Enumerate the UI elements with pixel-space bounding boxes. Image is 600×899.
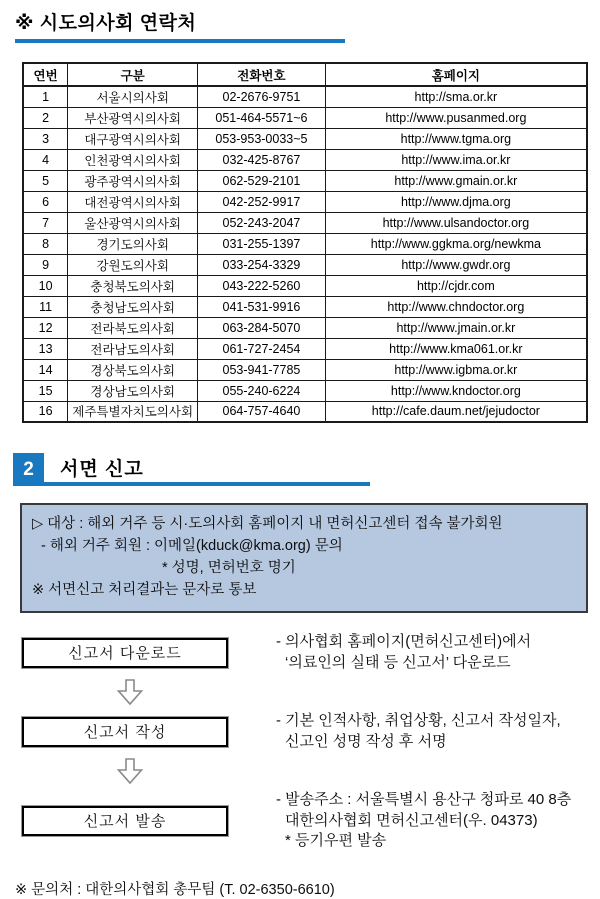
flow-step-description [276, 790, 586, 852]
cell-phone-number: 02-2676-9751 [198, 86, 326, 107]
header-cell-phone: 전화번호 [198, 63, 326, 86]
cell-website-url: http://cafe.daum.net/jejudoctor [325, 401, 587, 422]
flow-step-row [22, 711, 600, 752]
section-1-title-underline [15, 39, 345, 43]
contact-table [22, 62, 588, 423]
info-box-line: - 해외 거주 회원 : 이메일(kduck@kma.org) 문의 [41, 538, 343, 554]
cell-phone-number: 051-464-5571~6 [198, 107, 326, 128]
cell-row-number: 7 [23, 212, 68, 233]
flow-step-row [22, 790, 600, 852]
table-row [23, 149, 587, 170]
cell-row-number: 14 [23, 359, 68, 380]
flow-step-description-line: - 발송주소 : 서울특별시 용산구 청파로 40 8층 [276, 791, 572, 808]
cell-phone-number: 032-425-8767 [198, 149, 326, 170]
cell-org-name: 대구광역시의사회 [68, 128, 198, 149]
section-1-title: ※ 시도의사회 연락처 [15, 13, 197, 34]
footer-contact-note: ※ 문의처 : 대한의사협회 총무팀 (T. 02-6350-6610) [15, 881, 335, 898]
cell-website-url: http://www.tgma.org [325, 128, 587, 149]
table-row [23, 296, 587, 317]
cell-phone-number: 052-243-2047 [198, 212, 326, 233]
flow-step-description [276, 632, 586, 673]
flow-step-description-line: 대한의사협회 면허신고센터(우. 04373) [285, 811, 538, 829]
table-row [23, 338, 587, 359]
flow-step-box: 신고서 작성 [22, 717, 228, 747]
cell-row-number: 6 [23, 191, 68, 212]
info-box-line: ※ 서면신고 처리결과는 문자로 통보 [32, 582, 257, 598]
table-row [23, 254, 587, 275]
table-row [23, 401, 587, 422]
cell-phone-number: 061-727-2454 [198, 338, 326, 359]
cell-phone-number: 053-941-7785 [198, 359, 326, 380]
cell-row-number: 12 [23, 317, 68, 338]
table-row [23, 107, 587, 128]
cell-org-name: 서울시의사회 [68, 86, 198, 107]
table-row [23, 191, 587, 212]
cell-org-name: 경상남도의사회 [68, 380, 198, 401]
cell-phone-number: 053-953-0033~5 [198, 128, 326, 149]
flow-step-box: 신고서 발송 [22, 806, 228, 836]
cell-phone-number: 062-529-2101 [198, 170, 326, 191]
table-row [23, 380, 587, 401]
table-row [23, 170, 587, 191]
table-row [23, 317, 587, 338]
table-row [23, 86, 587, 107]
header-cell-website: 홈페이지 [325, 63, 587, 86]
flow-step-row [22, 632, 600, 673]
cell-row-number: 5 [23, 170, 68, 191]
flow-step-description-line: ‘의료인의 실태 등 신고서’ 다운로드 [285, 653, 511, 671]
flow-section [22, 632, 600, 852]
cell-website-url: http://cjdr.com [325, 275, 587, 296]
cell-phone-number: 033-254-3329 [198, 254, 326, 275]
info-box-line: ▷ 대상 : 해외 거주 등 시·도의사회 홈페이지 내 면허신고센터 접속 불가회원 [32, 516, 503, 532]
cell-org-name: 부산광역시의사회 [68, 107, 198, 128]
cell-phone-number: 043-222-5260 [198, 275, 326, 296]
table-row [23, 128, 587, 149]
flow-step-description-line: 신고인 성명 작성 후 서명 [285, 732, 447, 750]
cell-website-url: http://www.gmain.or.kr [325, 170, 587, 191]
cell-phone-number: 031-255-1397 [198, 233, 326, 254]
cell-row-number: 4 [23, 149, 68, 170]
cell-org-name: 광주광역시의사회 [68, 170, 198, 191]
cell-phone-number: 055-240-6224 [198, 380, 326, 401]
cell-org-name: 경기도의사회 [68, 233, 198, 254]
section-2-header [13, 453, 383, 486]
table-row [23, 233, 587, 254]
flow-step-description-line: - 기본 인적사항, 취업상황, 신고서 작성일자, [276, 712, 561, 729]
cell-phone-number: 041-531-9916 [198, 296, 326, 317]
cell-website-url: http://sma.or.kr [325, 86, 587, 107]
cell-website-url: http://www.pusanmed.org [325, 107, 587, 128]
cell-row-number: 8 [23, 233, 68, 254]
header-cell-number: 연번 [23, 63, 68, 86]
cell-org-name: 인천광역시의사회 [68, 149, 198, 170]
contact-table-header [23, 63, 587, 86]
down-arrow-icon [115, 758, 145, 784]
table-row [23, 359, 587, 380]
table-row [23, 275, 587, 296]
cell-row-number: 16 [23, 401, 68, 422]
flow-step-description-line: * 등기우편 발송 [285, 832, 387, 849]
flow-step-box: 신고서 다운로드 [22, 638, 228, 668]
cell-row-number: 3 [23, 128, 68, 149]
cell-website-url: http://www.gwdr.org [325, 254, 587, 275]
down-arrow-icon [115, 679, 145, 705]
document-page [0, 8, 600, 898]
flow-step-description-line: - 의사협회 홈페이지(면허신고센터)에서 [276, 633, 532, 650]
section-2-title: 서면 신고 [60, 459, 144, 480]
cell-phone-number: 064-757-4640 [198, 401, 326, 422]
cell-row-number: 13 [23, 338, 68, 359]
cell-website-url: http://www.igbma.or.kr [325, 359, 587, 380]
cell-website-url: http://www.ima.or.kr [325, 149, 587, 170]
cell-row-number: 1 [23, 86, 68, 107]
cell-row-number: 11 [23, 296, 68, 317]
cell-org-name: 충청북도의사회 [68, 275, 198, 296]
flow-step-description [276, 711, 586, 752]
header-cell-category: 구분 [68, 63, 198, 86]
cell-phone-number: 042-252-9917 [198, 191, 326, 212]
cell-website-url: http://www.ggkma.org/newkma [325, 233, 587, 254]
section-2-title-underline [44, 482, 370, 486]
section-2-number-badge: 2 [13, 453, 44, 486]
table-row [23, 212, 587, 233]
notice-info-box [20, 503, 588, 613]
cell-org-name: 울산광역시의사회 [68, 212, 198, 233]
cell-row-number: 15 [23, 380, 68, 401]
cell-row-number: 2 [23, 107, 68, 128]
cell-phone-number: 063-284-5070 [198, 317, 326, 338]
cell-org-name: 대전광역시의사회 [68, 191, 198, 212]
cell-website-url: http://www.kma061.or.kr [325, 338, 587, 359]
info-box-line: * 성명, 면허번호 명기 [162, 560, 296, 576]
cell-website-url: http://www.ulsandoctor.org [325, 212, 587, 233]
contact-table-body [23, 86, 587, 422]
cell-org-name: 전라남도의사회 [68, 338, 198, 359]
cell-website-url: http://www.kndoctor.org [325, 380, 587, 401]
cell-row-number: 9 [23, 254, 68, 275]
cell-org-name: 전라북도의사회 [68, 317, 198, 338]
cell-row-number: 10 [23, 275, 68, 296]
cell-org-name: 강원도의사회 [68, 254, 198, 275]
cell-org-name: 제주특별자치도의사회 [68, 401, 198, 422]
cell-website-url: http://www.jmain.or.kr [325, 317, 587, 338]
cell-org-name: 충청남도의사회 [68, 296, 198, 317]
cell-website-url: http://www.chndoctor.org [325, 296, 587, 317]
cell-org-name: 경상북도의사회 [68, 359, 198, 380]
cell-website-url: http://www.djma.org [325, 191, 587, 212]
